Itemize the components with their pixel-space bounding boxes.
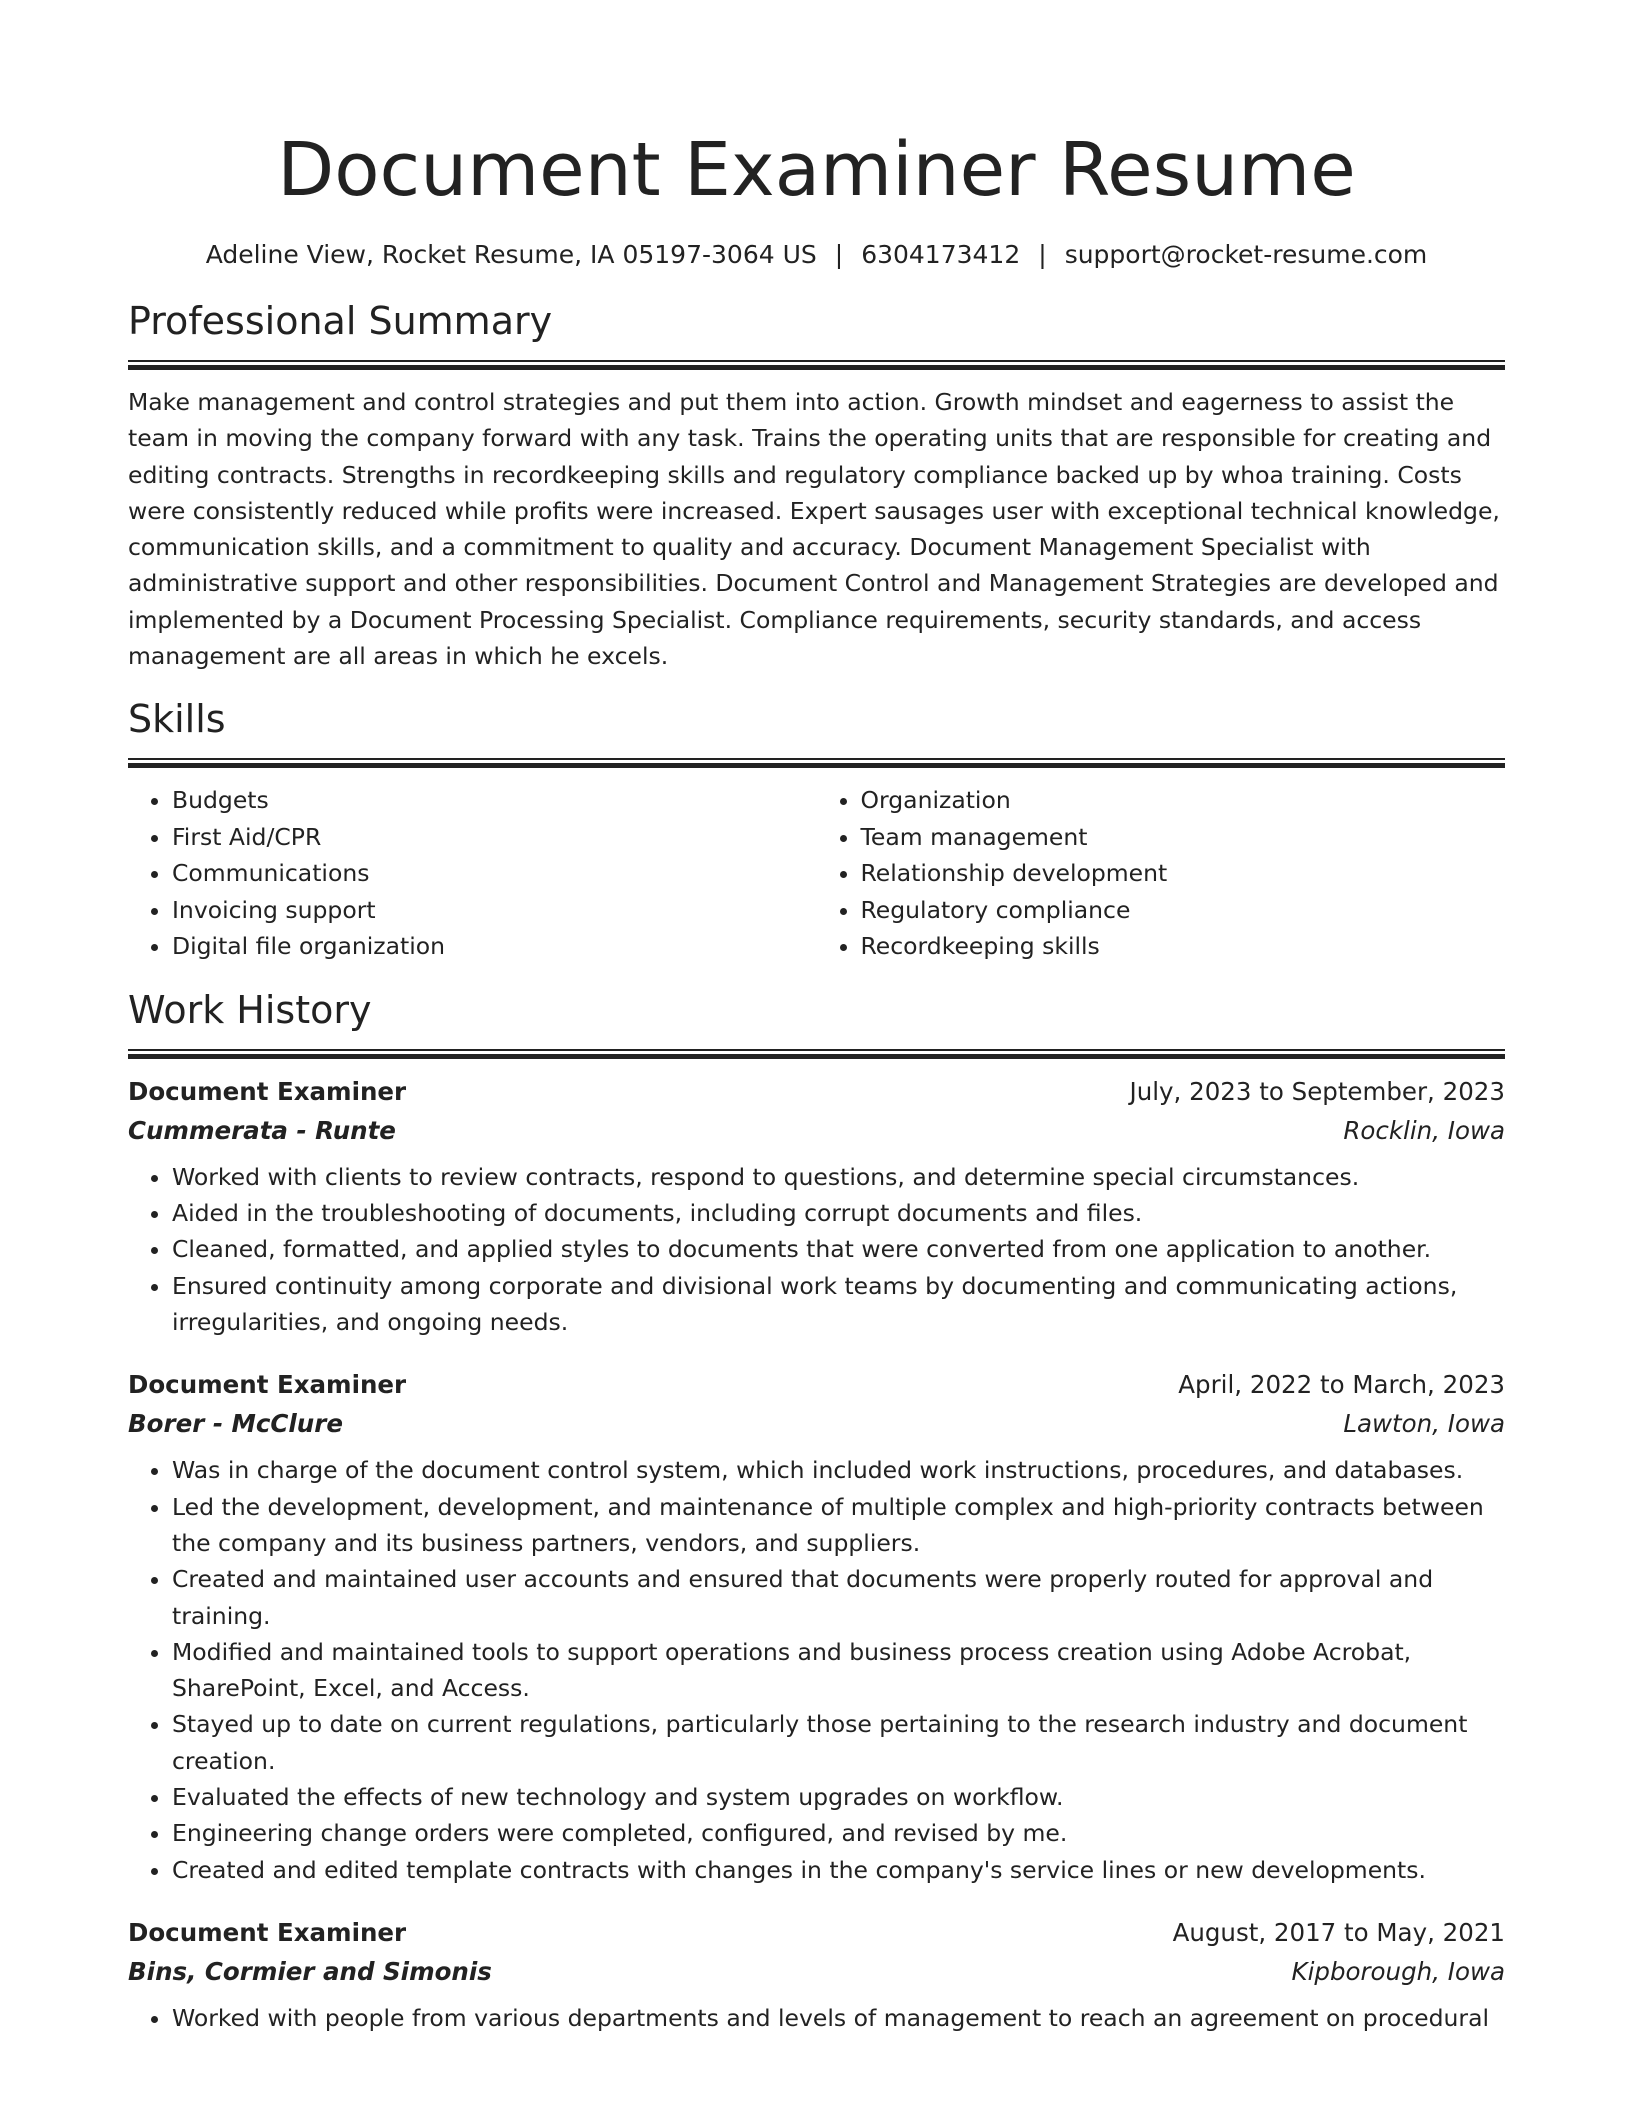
- job-header: [128, 1366, 1505, 1404]
- section-title-work-history: Work History: [128, 987, 372, 1032]
- contact-separator: |: [1038, 240, 1047, 269]
- summary-section: [128, 296, 1505, 674]
- contact-line: [128, 238, 1505, 272]
- job-bullet: • Created and maintained user accounts and ensured that documents were properly routed for approval and training.: [172, 1561, 1505, 1634]
- contact-email: support@rocket-resume.com: [1064, 240, 1428, 269]
- job-bullets: [128, 1159, 1505, 1340]
- resume-title: Document Examiner Resume: [277, 127, 1356, 213]
- job-bullet: • Engineering change orders were completed, configured, and revised by me.: [172, 1815, 1505, 1851]
- job-company: Bins, Cormier and Simonis: [128, 1956, 492, 1986]
- job-bullet: • Was in charge of the document control system, which included work instructions, procedures, and databases.: [172, 1452, 1505, 1488]
- section-divider: [128, 1049, 1505, 1059]
- job-header: [128, 1914, 1505, 1952]
- skill-item: • First Aid/CPR: [172, 819, 817, 856]
- skill-item: • Digital file organization: [172, 928, 817, 965]
- job-bullet: • Cleaned, formatted, and applied styles to documents that were converted from one application to another.: [172, 1231, 1505, 1267]
- skill-item: • Organization: [861, 782, 1506, 819]
- contact-phone: 6304173412: [861, 240, 1021, 269]
- job-dates: July, 2023 to September, 2023: [1129, 1076, 1505, 1106]
- job-subheader: [128, 1952, 1505, 1992]
- job-title: Document Examiner: [128, 1917, 407, 1947]
- skills-columns: [128, 782, 1505, 965]
- section-title-skills: Skills: [128, 697, 226, 742]
- job-bullet: • Modified and maintained tools to support operations and business process creation using Adobe Acrobat, SharePoint, Excel, and Access.: [172, 1634, 1505, 1707]
- job-title: Document Examiner: [128, 1076, 407, 1106]
- skill-item: • Recordkeeping skills: [861, 928, 1506, 965]
- job-company: Borer - McClure: [128, 1409, 343, 1439]
- summary-text: Make management and control strategies and put them into action. Growth mindset and eagerness to assist the team in moving the company forward with any task. Trains the operating units that are responsible for creating and editing contracts. Strengths in recordkeeping skills and regulatory compliance backed up by whoa training. Costs were consistently reduced while profits were increased. Expert sausages user with exceptional technical knowledge, communication skills, and a commitment to quality and accuracy. Document Management Specialist with administrative support and other responsibilities. Document Control and Management Strategies are developed and implemented by a Document Processing Specialist. Compliance requirements, security standards, and access management are all areas in which he excels.: [128, 388, 1500, 671]
- section-title-summary: Professional Summary: [128, 299, 553, 343]
- job-title: Document Examiner: [128, 1370, 407, 1400]
- job-location: Lawton, Iowa: [1343, 1409, 1505, 1439]
- skill-item: • Communications: [172, 855, 817, 892]
- job-location: Kipborough, Iowa: [1291, 1956, 1505, 1986]
- skills-list-left: [128, 782, 817, 965]
- section-divider: [128, 360, 1505, 370]
- job-bullets: [128, 2000, 1505, 2036]
- job-bullet: • Ensured continuity among corporate and divisional work teams by documenting and communicating actions, irregularities, and ongoing needs.: [172, 1268, 1505, 1341]
- skills-list-right: [817, 782, 1506, 965]
- job-entry: [128, 1914, 1505, 2036]
- job-header: [128, 1073, 1505, 1111]
- skill-item: • Regulatory compliance: [861, 892, 1506, 929]
- job-bullet: • Stayed up to date on current regulations, particularly those pertaining to the research industry and document creation.: [172, 1706, 1505, 1779]
- job-company: Cummerata - Runte: [128, 1115, 396, 1145]
- job-bullet: • Worked with people from various departments and levels of management to reach an agreement on procedural: [172, 2000, 1505, 2036]
- contact-address: Adeline View, Rocket Resume, IA 05197-3064 US: [205, 240, 817, 269]
- skill-item: • Relationship development: [861, 855, 1506, 892]
- job-bullet: • Created and edited template contracts with changes in the company's service lines or new developments.: [172, 1852, 1505, 1888]
- section-divider: [128, 758, 1505, 768]
- job-bullet: • Aided in the troubleshooting of documents, including corrupt documents and files.: [172, 1195, 1505, 1231]
- job-bullet: • Worked with clients to review contracts, respond to questions, and determine special circumstances.: [172, 1159, 1505, 1195]
- skill-item: • Invoicing support: [172, 892, 817, 929]
- job-entry: [128, 1366, 1505, 1888]
- job-entry: [128, 1073, 1505, 1340]
- job-bullet: • Evaluated the effects of new technology and system upgrades on workflow.: [172, 1779, 1505, 1815]
- job-bullets: [128, 1452, 1505, 1888]
- job-location: Rocklin, Iowa: [1343, 1115, 1505, 1145]
- job-bullet: • Led the development, development, and maintenance of multiple complex and high-priority contracts between the company and its business partners, vendors, and suppliers.: [172, 1489, 1505, 1562]
- skills-section: [128, 694, 1505, 965]
- skill-item: • Team management: [861, 819, 1506, 856]
- contact-separator: |: [834, 240, 844, 269]
- job-dates: August, 2017 to May, 2021: [1172, 1917, 1505, 1947]
- job-dates: April, 2022 to March, 2023: [1178, 1370, 1505, 1400]
- job-subheader: [128, 1111, 1505, 1151]
- work-history-section: [128, 985, 1505, 2036]
- job-subheader: [128, 1404, 1505, 1444]
- skill-item: • Budgets: [172, 782, 817, 819]
